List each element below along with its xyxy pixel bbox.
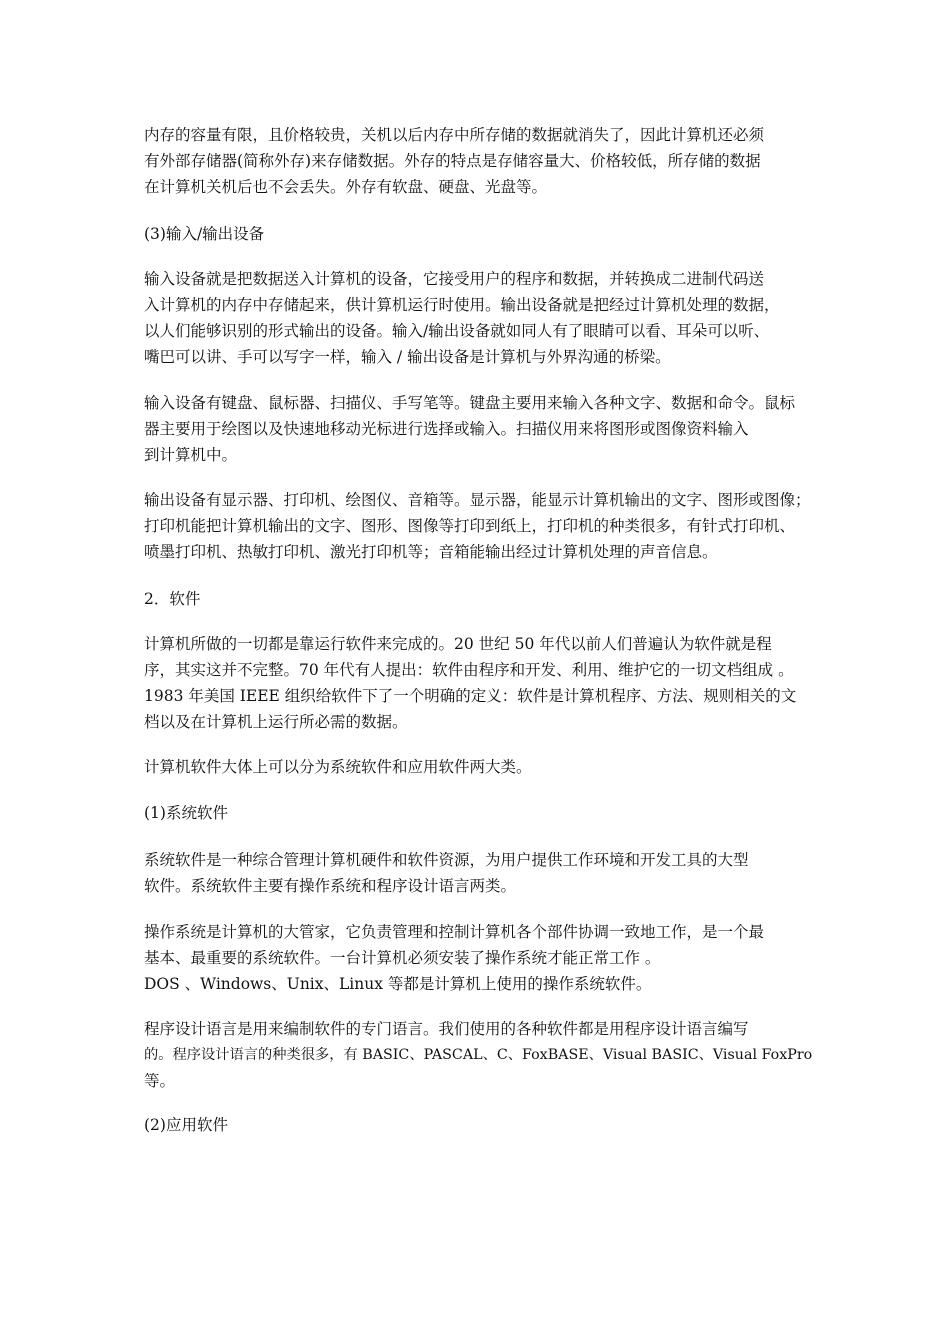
text-line: 内存的容量有限，且价格较贵，关机以后内存中所存储的数据就消失了，因此计算机还必须 [144, 126, 765, 144]
text-line: 输入设备就是把数据送入计算机的设备，它接受用户的程序和数据，并转换成二进制代码送 [144, 270, 765, 288]
text-line: DOS 、Windows、Unix、Linux 等都是计算机上使用的操作系统软件。 [144, 975, 652, 993]
section-heading-system-software [144, 800, 819, 826]
paragraph-memory-storage [144, 122, 819, 200]
text-line: 软件。系统软件主要有操作系统和程序设计语言两类。 [144, 877, 517, 895]
heading-text: (2)应用软件 [144, 1116, 228, 1134]
text-line: 1983 年美国 IEEE 组织给软件下了一个明确的定义：软件是计算机程序、方法、规则相关的文 [144, 687, 797, 705]
paragraph-output-devices [144, 487, 819, 565]
text-line: 打印机能把计算机输出的文字、图形、图像等打印到纸上，打印机的种类很多，有针式打印机、 [144, 517, 796, 535]
text-line: 基本、最重要的系统软件。一台计算机必须安装了操作系统才能正常工作 。 [144, 949, 661, 967]
text-line: 序，其实这并不完整。70 年代有人提出：软件由程序和开发、利用、维护它的一切文档组成 。 [144, 661, 794, 679]
text-line: 系统软件是一种综合管理计算机硬件和软件资源，为用户提供工作环境和开发工具的大型 [144, 851, 749, 869]
section-heading-application-software [144, 1112, 819, 1138]
text-line: 计算机软件大体上可以分为系统软件和应用软件两大类。 [144, 758, 532, 776]
text-line: 到计算机中。 [144, 446, 238, 464]
text-line: 输出设备有显示器、打印机、绘图仪、音箱等。显示器，能显示计算机输出的文字、图形或图像； [144, 491, 811, 509]
text-line: 输入设备有键盘、鼠标器、扫描仪、手写笔等。键盘主要用来输入各种文字、数据和命令。鼠标 [144, 394, 796, 412]
paragraph-io-definition [144, 266, 819, 370]
text-line: 在计算机关机后也不会丢失。外存有软盘、硬盘、光盘等。 [144, 178, 548, 196]
paragraph-input-devices [144, 390, 819, 468]
paragraph-operating-system [144, 919, 819, 997]
text-line: 嘴巴可以讲、手可以写字一样，输入 / 输出设备是计算机与外界沟通的桥梁。 [144, 348, 671, 366]
heading-text: 2．软件 [144, 590, 201, 608]
paragraph-software-definition [144, 631, 819, 735]
paragraph-software-categories [144, 754, 819, 780]
text-line: 等。 [144, 1072, 176, 1090]
text-line: 程序设计语言是用来编制软件的专门语言。我们使用的各种软件都是用程序设计语言编写 [144, 1020, 749, 1038]
text-line: 器主要用于绘图以及快速地移动光标进行选择或输入。扫描仪用来将图形或图像资料输入 [144, 420, 749, 438]
heading-text: (1)系统软件 [144, 804, 228, 822]
section-heading-software [144, 586, 819, 612]
text-line: 以人们能够识别的形式输出的设备。输入/输出设备就如同人有了眼睛可以看、耳朵可以听、 [144, 322, 770, 340]
text-line: 入计算机的内存中存储起来，供计算机运行时使用。输出设备就是把经过计算机处理的数据， [144, 296, 780, 314]
section-heading-io-devices [144, 221, 819, 247]
text-line: 档以及在计算机上运行所必需的数据。 [144, 713, 408, 731]
heading-text: (3)输入/输出设备 [144, 225, 265, 243]
text-line: 的。程序设计语言的种类很多，有 BASIC、PASCAL、C、FoxBASE、Visual BASIC、Visual FoxPro [144, 1047, 813, 1063]
paragraph-programming-language [144, 1016, 819, 1094]
text-line: 操作系统是计算机的大管家，它负责管理和控制计算机各个部件协调一致地工作，是一个最 [144, 923, 765, 941]
text-line: 计算机所做的一切都是靠运行软件来完成的。20 世纪 50 年代以前人们普遍认为软件就是程 [144, 635, 772, 653]
paragraph-system-software [144, 847, 819, 899]
text-line: 喷墨打印机、热敏打印机、激光打印机等；音箱能输出经过计算机处理的声音信息。 [144, 543, 718, 561]
text-line: 有外部存储器(简称外存)来存储数据。外存的特点是存储容量大、价格较低，所存储的数据 [144, 152, 761, 170]
